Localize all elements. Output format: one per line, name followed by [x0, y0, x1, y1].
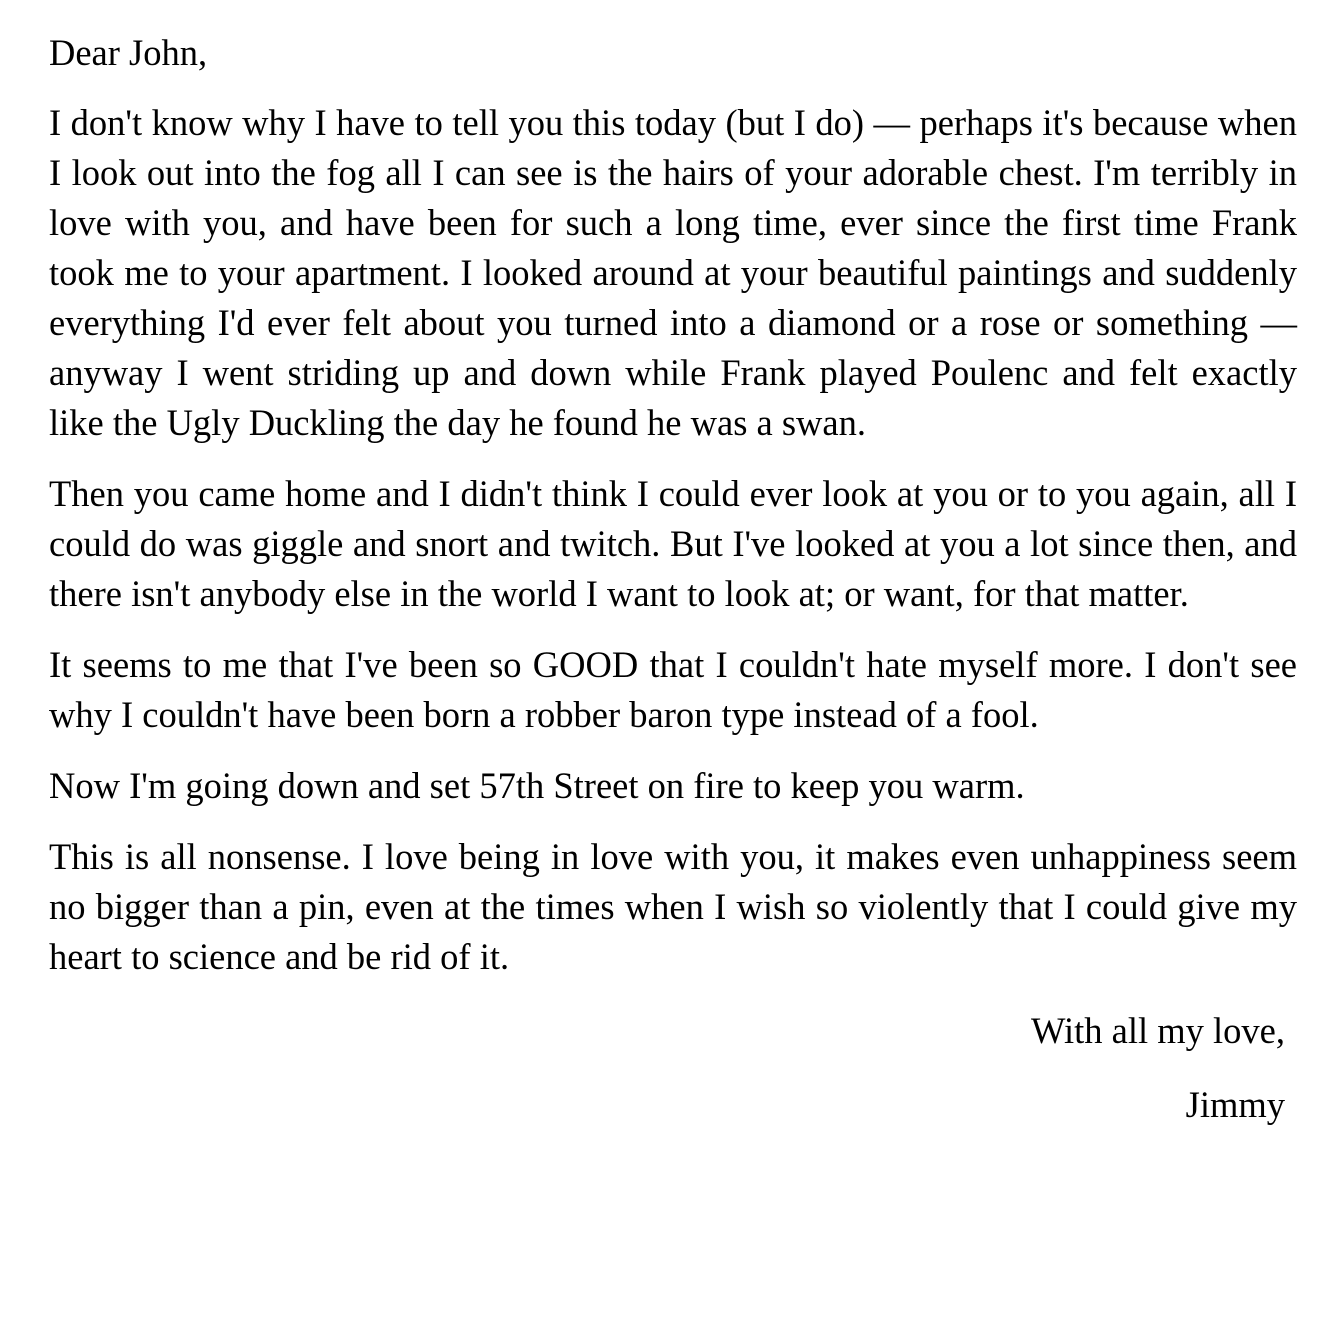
letter-paragraph-4: Now I'm going down and set 57th Street on fire to keep you warm. — [49, 765, 1025, 806]
signature: Jimmy — [1185, 1084, 1285, 1125]
letter-paragraph-3: It seems to me that I've been so GOOD that I couldn't hate myself more. I don't see why I couldn't have been born a robber baron type instead of a fool. — [49, 644, 1297, 735]
letter-body — [49, 28, 1297, 1130]
letter-paragraph-2: Then you came home and I didn't think I could ever look at you or to you again, all I could do was giggle and snort and twitch. But I've looked at you a lot since then, and there isn't anybody else in the world I want to look at; or want, for that matter. — [49, 473, 1297, 614]
closing: With all my love, — [1031, 1010, 1285, 1051]
salutation: Dear John, — [49, 32, 208, 73]
letter-paragraph-1: I don't know why I have to tell you this today (but I do) — perhaps it's because when I look out into the fog all I can see is the hairs of your adorable chest. I'm terribly in love with you, and have been for such a long time, ever since the first time Frank took me to your apartment. I looked around at your beautiful paintings and suddenly everything I'd ever felt about you turned into a diamond or a rose or something — anyway I went striding up and down while Frank played Poulenc and felt exactly like the Ugly Duckling the day he found he was a swan. — [49, 102, 1297, 443]
letter-paragraph-5: This is all nonsense. I love being in love with you, it makes even unhappiness seem no bigger than a pin, even at the times when I wish so violently that I could give my heart to science and be rid of it. — [49, 836, 1297, 977]
